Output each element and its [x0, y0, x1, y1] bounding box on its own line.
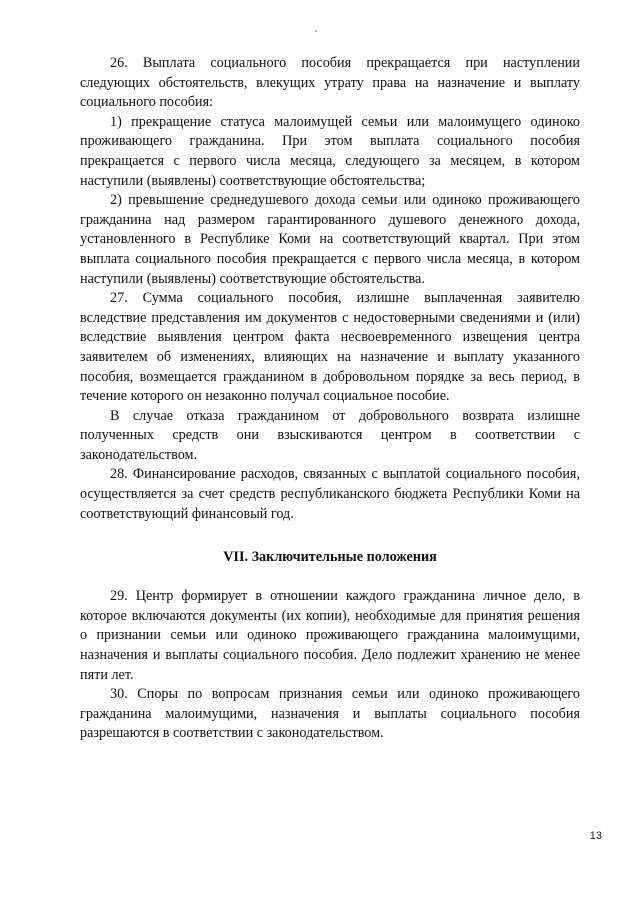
paragraph-27: 27. Сумма социального пособия, излишне выплаченная заявителю вследствие представления им документов с недостоверными сведениями и (или) вследствие выявления центром факта несвоевременного извещения центра заявителем об изменениях, влияющих на назначение и выплату указанного пособия, возмещается гражданином в добровольном порядке за весь период, в течение которого он незаконно получал социальное пособие. [80, 290, 580, 405]
paragraph-26-item-1: 1) прекращение статуса малоимущей семьи или малоимущего одиноко проживающего гражданина. При этом выплата социального пособия прекращается с первого числа месяца, следующего за месяцем, в котором наступили (выявлены) соответствующие обстоятельства; [80, 113, 580, 189]
paragraph-26-item-2: 2) превышение среднедушевого дохода семьи или одиноко проживающего гражданина над размером гарантированного душевого денежного дохода, установленного в Республике Коми на соответствующий квартал. При этом выплата социального пособия прекращается с первого числа месяца, в котором наступили (выявлены) соответствующие обстоятельства. [80, 192, 580, 287]
paragraph-29: 29. Центр формирует в отношении каждого гражданина личное дело, в которое включаются документы (их копии), необходимые для принятия решения о признании семьи или одиноко проживающего гражданина малоимущими, назначения и выплаты социального пособия. Дело подлежит хранению не менее пяти лет. [80, 588, 580, 683]
page-number: 13 [589, 830, 602, 842]
scan-speck [315, 30, 317, 32]
paragraph-27-refusal: В случае отказа гражданином от добровольного возврата излишне полученных средств они взыскиваются центром в соответствии с законодательством. [80, 407, 580, 463]
section-title: VII. Заключительные положения [223, 549, 437, 566]
paragraph-30: 30. Споры по вопросам признания семьи или одиноко проживающего гражданина малоимущими, назначения и выплаты социального пособия разрешаются в соответствии с законодательством. [80, 686, 580, 742]
paragraph-26: 26. Выплата социального пособия прекращается при наступлении следующих обстоятельств, влекущих утрату права на назначение и выплату социального пособия: [80, 55, 580, 111]
document-page [80, 54, 580, 744]
paragraph-28: 28. Финансирование расходов, связанных с выплатой социального пособия, осуществляется за счет средств республиканского бюджета Республики Коми на соответствующий финансовый год. [80, 466, 580, 522]
